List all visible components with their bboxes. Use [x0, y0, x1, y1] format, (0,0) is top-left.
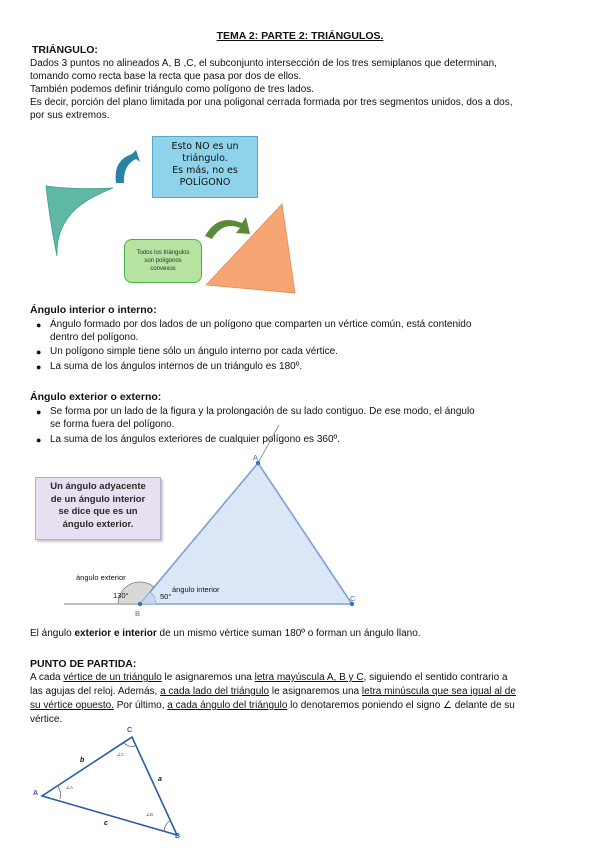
heading-exterior-angle: Ángulo exterior o externo: [30, 391, 162, 403]
vertex-b-label: B [135, 609, 141, 618]
list-item: ● La suma de los ángulos exteriores de cualquier polígono es 360º. [36, 434, 340, 445]
notation-vertex-a: A [33, 790, 39, 797]
exterior-degree-value: 130° [113, 591, 129, 600]
list-item: ● Se forma por un lado de la figura y la prolongación de su lado contiguo. De ese modo, el ángulo se forma fuera del polígono. [36, 406, 475, 430]
notation-vertex-c: C [127, 727, 133, 734]
heading-starting-point: PUNTO DE PARTIDA: [30, 658, 137, 670]
notation-line-1: A cada vértice de un triángulo le asignaremos una letra mayúscula A, B y C, siguiendo el sentido contrario a [30, 672, 508, 683]
notation-line-2: las agujas del reloj. Además, a cada lado del triángulo le asignaremos una letra minúscula que sea igual al de [30, 686, 516, 697]
label-interior-angle: ángulo interior [172, 585, 220, 594]
bullet-icon: ● [36, 320, 42, 330]
not-triangle-callout: Esto NO es un triángulo. Es más, no es POLÍGONO [152, 136, 258, 198]
list-item: ● Ángulo formado por dos lados de un polígono que comparten un vértice común, está contenido dentro del polígono. [36, 319, 472, 343]
notation-line-4: vértice. [30, 714, 63, 725]
definition-line-2: tomando como recta base la recta que pasa por dos de ellos. [30, 71, 302, 82]
bullet-icon: ● [36, 362, 42, 372]
definition-line-3: También podemos definir triángulo como polígono de tres lados. [30, 84, 315, 95]
sum-statement: El ángulo exterior e interior de un mismo vértice suman 180º o forman un ángulo llano. [30, 628, 421, 639]
bullet-icon: ● [36, 347, 42, 357]
list-item: ● Un polígono simple tiene sólo un ángulo interno por cada vértice. [36, 346, 338, 357]
page-title: TEMA 2: PARTE 2: TRIÁNGULOS. [216, 30, 384, 42]
notation-line-3: su vértice opuesto. Por último, a cada ángulo del triángulo lo denotaremos poniendo el signo ∠ delante de su [30, 700, 515, 711]
adjacent-angle-callout: Un ángulo adyacente de un ángulo interior se dice que es un ángulo exterior. [35, 477, 161, 540]
definition-line-1: Dados 3 puntos no alineados A, B ,C, el subconjunto intersección de los tres semiplanos que determinan, [30, 58, 497, 69]
angle-a-arc [58, 786, 60, 799]
bullet-icon: ● [36, 407, 42, 417]
vertex-c-label: C [350, 594, 356, 603]
label-exterior-angle: ángulo exterior [76, 573, 126, 582]
interior-degree-value: 50° [160, 592, 172, 601]
triangle-notation [42, 737, 177, 835]
side-b-label: b [80, 757, 85, 764]
angle-b-label: ∠B [146, 812, 154, 817]
definition-line-4: Es decir, porción del plano limitada por una poligonal cerrada formada por tres segmentos unidos, dos a dos, [30, 97, 513, 108]
side-c-label: c [104, 820, 108, 827]
angle-c-label: ∠C [117, 752, 125, 757]
definition-line-5: por sus extremos. [30, 110, 110, 121]
heading-interior-angle: Ángulo interior o interno: [30, 304, 157, 316]
angle-c-arc [124, 743, 135, 746]
list-item: ● La suma de los ángulos internos de un triángulo es 180º. [36, 361, 303, 372]
notation-vertex-b: B [175, 833, 181, 840]
bullet-icon: ● [36, 435, 42, 445]
side-a-label: a [158, 776, 162, 783]
heading-triangulo: TRIÁNGULO: [32, 44, 98, 56]
angle-b-arc [164, 820, 171, 832]
vertex-a-label: A [253, 453, 259, 462]
angle-a-label: ∠A [66, 785, 74, 790]
convex-note-callout: Todos los triángulos son polígonos convexos [124, 239, 202, 283]
